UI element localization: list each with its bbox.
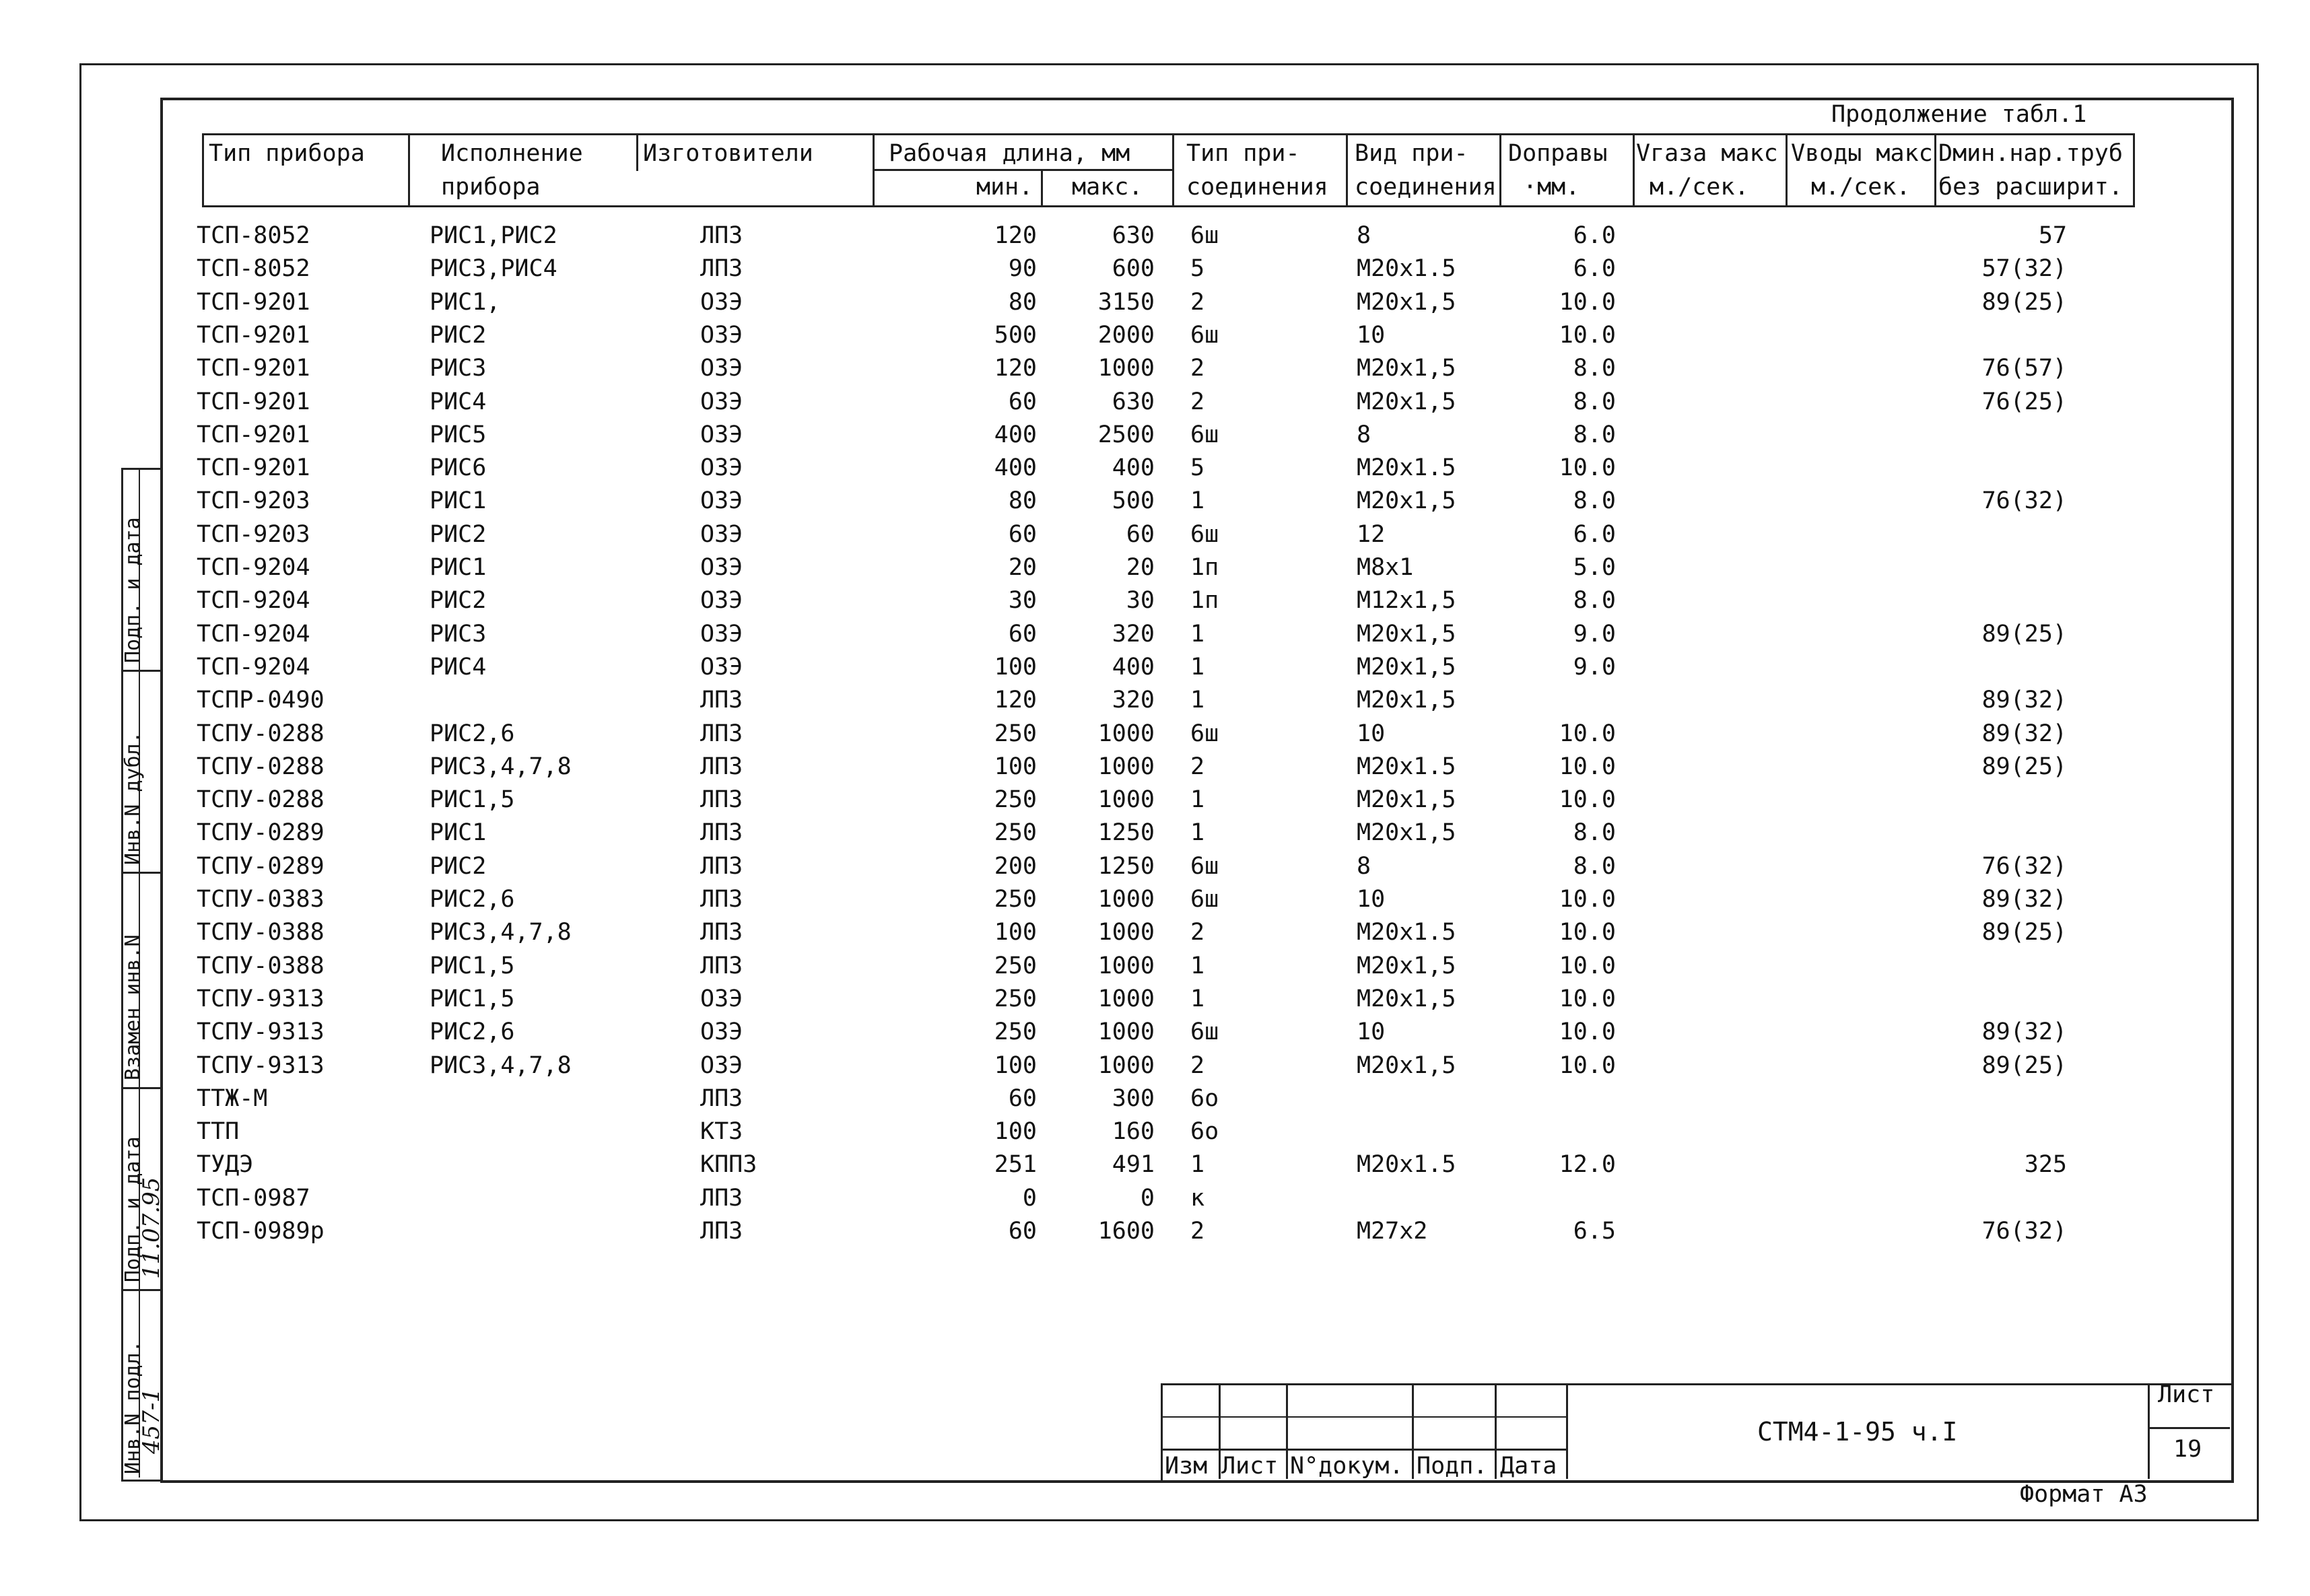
cell-len-max: 500 xyxy=(1112,487,1155,514)
cell-len-max: 1000 xyxy=(1097,1018,1155,1045)
title-data: Дата xyxy=(1500,1453,1557,1480)
cell-conn-type: 5 xyxy=(1190,255,1205,282)
cell-len-max: 630 xyxy=(1112,222,1155,249)
cell-conn-kind: 10 xyxy=(1357,1018,1386,1045)
cell-correction: 8.0 xyxy=(1573,487,1616,514)
cell-len-min: 500 xyxy=(994,322,1037,349)
cell-len-min: 251 xyxy=(994,1151,1037,1178)
cell-manufacturer: ОЗЭ xyxy=(700,554,743,581)
cell-len-min: 100 xyxy=(994,1118,1037,1145)
cell-manufacturer: ЛПЗ xyxy=(700,720,743,747)
header-conn-type-2: соединения xyxy=(1186,174,1328,201)
cell-dmin: 89(25) xyxy=(1981,919,2067,946)
cell-len-max: 320 xyxy=(1112,687,1155,714)
cell-type: ТТЖ-М xyxy=(197,1085,268,1112)
title-ndoc: N°докум. xyxy=(1290,1453,1404,1480)
cell-len-max: 30 xyxy=(1126,587,1155,614)
cell-execution: РИС3,4,7,8 xyxy=(430,753,572,780)
cell-type: ТСПУ-9313 xyxy=(197,985,325,1012)
cell-correction: 8.0 xyxy=(1573,421,1616,448)
sheet-label: Лист xyxy=(2158,1381,2215,1408)
cell-manufacturer: ЛПЗ xyxy=(700,919,743,946)
cell-correction: 10.0 xyxy=(1559,1052,1616,1079)
cell-conn-kind: M20x1,5 xyxy=(1357,355,1456,382)
cell-len-max: 1250 xyxy=(1097,853,1155,880)
cell-len-max: 1000 xyxy=(1097,1052,1155,1079)
cell-len-max: 491 xyxy=(1112,1151,1155,1178)
cell-len-min: 120 xyxy=(994,687,1037,714)
cell-conn-type: 1п xyxy=(1190,587,1219,614)
cell-execution: РИС1, xyxy=(430,289,501,316)
stamp-inv-podl: Инв.N подл. xyxy=(121,1340,145,1474)
cell-dmin: 76(32) xyxy=(1981,853,2067,880)
cell-len-min: 100 xyxy=(994,919,1037,946)
cell-len-min: 250 xyxy=(994,819,1037,846)
cell-len-max: 1250 xyxy=(1097,819,1155,846)
cell-type: ТСП-9204 xyxy=(197,554,310,581)
cell-len-min: 80 xyxy=(1008,289,1037,316)
cell-conn-kind: M20x1,5 xyxy=(1357,487,1456,514)
cell-conn-type: к xyxy=(1190,1185,1205,1212)
cell-len-min: 400 xyxy=(994,421,1037,448)
cell-conn-type: 6ш xyxy=(1190,853,1219,880)
cell-execution: РИС2,6 xyxy=(430,886,515,913)
cell-conn-kind: M20x1,5 xyxy=(1357,621,1456,648)
cell-type: ТСП-9201 xyxy=(197,388,310,415)
cell-len-min: 20 xyxy=(1008,554,1037,581)
cell-len-max: 1600 xyxy=(1097,1218,1155,1245)
cell-conn-type: 2 xyxy=(1190,1052,1205,1079)
cell-type: ТСП-9201 xyxy=(197,289,310,316)
cell-len-max: 1000 xyxy=(1097,952,1155,979)
sheet-number: 19 xyxy=(2173,1436,2202,1463)
cell-manufacturer: ОЗЭ xyxy=(700,654,743,681)
cell-len-min: 200 xyxy=(994,853,1037,880)
cell-type: ТСПУ-0288 xyxy=(197,786,325,813)
cell-manufacturer: ОЗЭ xyxy=(700,1052,743,1079)
cell-len-max: 20 xyxy=(1126,554,1155,581)
cell-type: ТСП-8052 xyxy=(197,222,310,249)
cell-manufacturer: ОЗЭ xyxy=(700,487,743,514)
cell-len-min: 250 xyxy=(994,786,1037,813)
cell-len-max: 2000 xyxy=(1097,322,1155,349)
stamp-podp-data-1: Подп. и дата xyxy=(121,517,145,663)
cell-manufacturer: ЛПЗ xyxy=(700,1085,743,1112)
cell-execution: РИС3,РИС4 xyxy=(430,255,557,282)
cell-type: ТСП-9201 xyxy=(197,355,310,382)
cell-type: ТСПР-0490 xyxy=(197,687,325,714)
cell-conn-type: 1 xyxy=(1190,1151,1205,1178)
cell-type: ТСП-9201 xyxy=(197,421,310,448)
cell-len-max: 1000 xyxy=(1097,985,1155,1012)
cell-conn-kind: M20x1,5 xyxy=(1357,1052,1456,1079)
header-vgas-1: Vгаза макс xyxy=(1636,140,1778,167)
cell-dmin: 89(25) xyxy=(1981,621,2067,648)
continuation-label: Продолжение табл.1 xyxy=(1831,101,2087,128)
cell-dmin: 89(32) xyxy=(1981,687,2067,714)
cell-len-min: 60 xyxy=(1008,1218,1037,1245)
cell-dmin: 76(32) xyxy=(1981,487,2067,514)
cell-correction: 10.0 xyxy=(1559,919,1616,946)
cell-correction: 8.0 xyxy=(1573,388,1616,415)
cell-conn-type: 1 xyxy=(1190,819,1205,846)
cell-correction: 6.0 xyxy=(1573,222,1616,249)
header-execution-2: прибора xyxy=(441,174,541,201)
cell-type: ТСПУ-0388 xyxy=(197,919,325,946)
cell-type: ТСП-9204 xyxy=(197,654,310,681)
stamp-inv-dubl: Инв.N дубл. xyxy=(121,731,145,865)
cell-conn-type: 1 xyxy=(1190,487,1205,514)
cell-type: ТУДЭ xyxy=(197,1151,254,1178)
cell-conn-type: 5 xyxy=(1190,454,1205,481)
cell-correction: 10.0 xyxy=(1559,753,1616,780)
cell-type: ТСП-9204 xyxy=(197,587,310,614)
cell-manufacturer: ОЗЭ xyxy=(700,289,743,316)
cell-len-max: 400 xyxy=(1112,654,1155,681)
cell-len-max: 1000 xyxy=(1097,886,1155,913)
header-conn-type-1: Тип при- xyxy=(1186,140,1300,167)
cell-manufacturer: ЛПЗ xyxy=(700,886,743,913)
header-dmin-2: без расширит. xyxy=(1938,174,2123,201)
cell-type: ТСПУ-9313 xyxy=(197,1052,325,1079)
cell-len-min: 30 xyxy=(1008,587,1037,614)
cell-conn-kind: M20x1,5 xyxy=(1357,388,1456,415)
cell-len-min: 60 xyxy=(1008,388,1037,415)
cell-len-min: 90 xyxy=(1008,255,1037,282)
cell-type: ТСП-0987 xyxy=(197,1185,310,1212)
cell-manufacturer: ЛПЗ xyxy=(700,222,743,249)
cell-conn-kind: 10 xyxy=(1357,720,1386,747)
cell-execution: РИС4 xyxy=(430,388,487,415)
cell-len-max: 2500 xyxy=(1097,421,1155,448)
cell-type: ТСПУ-0288 xyxy=(197,753,325,780)
cell-conn-kind: M20x1.5 xyxy=(1357,454,1456,481)
cell-conn-type: 2 xyxy=(1190,388,1205,415)
cell-conn-kind: M12x1,5 xyxy=(1357,587,1456,614)
cell-correction: 10.0 xyxy=(1559,886,1616,913)
title-podp: Подп. xyxy=(1417,1453,1488,1480)
cell-correction: 10.0 xyxy=(1559,985,1616,1012)
cell-len-min: 400 xyxy=(994,454,1037,481)
cell-dmin: 76(32) xyxy=(1981,1218,2067,1245)
cell-conn-kind: M20x1.5 xyxy=(1357,1151,1456,1178)
cell-manufacturer: ОЗЭ xyxy=(700,1018,743,1045)
cell-len-min: 120 xyxy=(994,355,1037,382)
cell-conn-type: 1 xyxy=(1190,687,1205,714)
cell-type: ТСП-9204 xyxy=(197,621,310,648)
cell-execution: РИС5 xyxy=(430,421,487,448)
cell-dmin: 89(32) xyxy=(1981,720,2067,747)
cell-conn-kind: M20x1.5 xyxy=(1357,255,1456,282)
cell-type: ТСПУ-0289 xyxy=(197,853,325,880)
cell-len-min: 60 xyxy=(1008,621,1037,648)
header-len-min: мин. xyxy=(976,174,1033,201)
cell-dmin: 89(32) xyxy=(1981,886,2067,913)
header-type: Тип прибора xyxy=(209,140,365,167)
header-dmin-1: Dмин.нар.труб xyxy=(1938,140,2123,167)
cell-len-max: 600 xyxy=(1112,255,1155,282)
cell-manufacturer: ОЗЭ xyxy=(700,454,743,481)
cell-conn-kind: 8 xyxy=(1357,853,1371,880)
header-execution-1: Исполнение xyxy=(441,140,583,167)
cell-len-min: 250 xyxy=(994,720,1037,747)
cell-len-max: 1000 xyxy=(1097,919,1155,946)
cell-correction: 12.0 xyxy=(1559,1151,1616,1178)
cell-manufacturer: ЛПЗ xyxy=(700,853,743,880)
cell-type: ТСП-8052 xyxy=(197,255,310,282)
cell-type: ТСП-9203 xyxy=(197,487,310,514)
cell-correction: 10.0 xyxy=(1559,786,1616,813)
cell-conn-type: 6ш xyxy=(1190,886,1219,913)
cell-len-max: 300 xyxy=(1112,1085,1155,1112)
cell-correction: 10.0 xyxy=(1559,952,1616,979)
cell-len-min: 60 xyxy=(1008,521,1037,548)
cell-type: ТСП-9201 xyxy=(197,322,310,349)
cell-len-max: 630 xyxy=(1112,388,1155,415)
cell-execution: РИС3,4,7,8 xyxy=(430,1052,572,1079)
cell-conn-type: 1 xyxy=(1190,621,1205,648)
cell-manufacturer: ЛПЗ xyxy=(700,819,743,846)
cell-correction: 8.0 xyxy=(1573,819,1616,846)
cell-dmin: 89(25) xyxy=(1981,1052,2067,1079)
cell-execution: РИС2 xyxy=(430,853,487,880)
cell-conn-kind: 12 xyxy=(1357,521,1386,548)
stamp-podp-data-2: Подп. и дата xyxy=(121,1136,145,1282)
cell-len-min: 250 xyxy=(994,985,1037,1012)
cell-conn-kind: M20x1,5 xyxy=(1357,654,1456,681)
cell-conn-kind: M20x1,5 xyxy=(1357,952,1456,979)
cell-correction: 8.0 xyxy=(1573,355,1616,382)
cell-execution: РИС1,5 xyxy=(430,985,515,1012)
cell-correction: 10.0 xyxy=(1559,289,1616,316)
cell-correction: 6.0 xyxy=(1573,521,1616,548)
cell-type: ТТП xyxy=(197,1118,240,1145)
cell-correction: 6.5 xyxy=(1573,1218,1616,1245)
cell-conn-type: 2 xyxy=(1190,355,1205,382)
cell-len-max: 1000 xyxy=(1097,786,1155,813)
cell-conn-type: 6ш xyxy=(1190,322,1219,349)
cell-execution: РИС1,РИС2 xyxy=(430,222,557,249)
header-conn-kind-2: соединения xyxy=(1355,174,1497,201)
cell-conn-kind: M20x1,5 xyxy=(1357,985,1456,1012)
cell-correction: 9.0 xyxy=(1573,654,1616,681)
cell-conn-kind: 8 xyxy=(1357,222,1371,249)
cell-execution: РИС6 xyxy=(430,454,487,481)
cell-execution: РИС1,5 xyxy=(430,786,515,813)
cell-len-max: 320 xyxy=(1112,621,1155,648)
header-correction-1: Dоправы xyxy=(1508,140,1608,167)
cell-conn-type: 1п xyxy=(1190,554,1219,581)
cell-type: ТСПУ-0289 xyxy=(197,819,325,846)
cell-dmin: 76(57) xyxy=(1981,355,2067,382)
cell-conn-type: 2 xyxy=(1190,289,1205,316)
document-code: СТМ4-1-95 ч.I xyxy=(1757,1417,1958,1447)
cell-len-max: 1000 xyxy=(1097,355,1155,382)
stamp-handwritten-inv: 457-1 xyxy=(138,1387,165,1454)
cell-len-min: 100 xyxy=(994,1052,1037,1079)
cell-len-min: 80 xyxy=(1008,487,1037,514)
cell-len-min: 0 xyxy=(1022,1185,1037,1212)
cell-manufacturer: ЛПЗ xyxy=(700,753,743,780)
cell-execution: РИС1,5 xyxy=(430,952,515,979)
cell-execution: РИС2 xyxy=(430,322,487,349)
cell-type: ТСП-9201 xyxy=(197,454,310,481)
cell-type: ТСП-9203 xyxy=(197,521,310,548)
cell-execution: РИС1 xyxy=(430,487,487,514)
cell-manufacturer: ОЗЭ xyxy=(700,322,743,349)
title-izm: Изм xyxy=(1165,1453,1208,1480)
cell-manufacturer: КППЗ xyxy=(700,1151,757,1178)
cell-conn-kind: M20x1.5 xyxy=(1357,919,1456,946)
cell-conn-kind: M20x1,5 xyxy=(1357,786,1456,813)
cell-conn-type: 1 xyxy=(1190,985,1205,1012)
cell-conn-type: 1 xyxy=(1190,952,1205,979)
cell-conn-type: 6ш xyxy=(1190,421,1219,448)
header-manufacturers: Изготовители xyxy=(643,140,813,167)
cell-conn-type: 2 xyxy=(1190,1218,1205,1245)
title-list: Лист xyxy=(1221,1453,1279,1480)
header-working-length: Рабочая длина, мм xyxy=(889,140,1130,167)
cell-len-max: 1000 xyxy=(1097,753,1155,780)
cell-dmin: 325 xyxy=(2024,1151,2067,1178)
cell-manufacturer: ОЗЭ xyxy=(700,621,743,648)
cell-correction: 10.0 xyxy=(1559,454,1616,481)
cell-execution: РИС1 xyxy=(430,819,487,846)
cell-execution: РИС2 xyxy=(430,521,487,548)
cell-conn-type: 6о xyxy=(1190,1085,1219,1112)
cell-conn-kind: M20x1,5 xyxy=(1357,289,1456,316)
cell-dmin: 57(32) xyxy=(1981,255,2067,282)
cell-manufacturer: ОЗЭ xyxy=(700,421,743,448)
cell-dmin: 89(25) xyxy=(1981,753,2067,780)
cell-conn-type: 6ш xyxy=(1190,521,1219,548)
cell-conn-kind: M8x1 xyxy=(1357,554,1414,581)
cell-len-min: 100 xyxy=(994,753,1037,780)
cell-dmin: 89(25) xyxy=(1981,289,2067,316)
cell-correction: 10.0 xyxy=(1559,1018,1616,1045)
cell-type: ТСПУ-9313 xyxy=(197,1018,325,1045)
cell-execution: РИС1 xyxy=(430,554,487,581)
header-conn-kind-1: Вид при- xyxy=(1355,140,1468,167)
cell-manufacturer: ОЗЭ xyxy=(700,388,743,415)
cell-correction: 8.0 xyxy=(1573,853,1616,880)
cell-len-min: 60 xyxy=(1008,1085,1037,1112)
header-correction-2: ·мм. xyxy=(1523,174,1580,201)
cell-correction: 8.0 xyxy=(1573,587,1616,614)
stamp-handwritten-date: 11.07.95 xyxy=(138,1177,165,1279)
cell-conn-type: 2 xyxy=(1190,919,1205,946)
cell-manufacturer: ЛПЗ xyxy=(700,1185,743,1212)
cell-conn-kind: 10 xyxy=(1357,322,1386,349)
cell-manufacturer: ЛПЗ xyxy=(700,1218,743,1245)
cell-execution: РИС2 xyxy=(430,587,487,614)
cell-len-max: 0 xyxy=(1140,1185,1155,1212)
cell-correction: 9.0 xyxy=(1573,621,1616,648)
format-label: Формат А3 xyxy=(2020,1481,2148,1508)
cell-conn-type: 6ш xyxy=(1190,720,1219,747)
cell-conn-kind: M20x1.5 xyxy=(1357,753,1456,780)
cell-manufacturer: ОЗЭ xyxy=(700,521,743,548)
cell-execution: РИС2,6 xyxy=(430,1018,515,1045)
cell-conn-kind: M20x1,5 xyxy=(1357,819,1456,846)
cell-execution: РИС3 xyxy=(430,355,487,382)
cell-manufacturer: ЛПЗ xyxy=(700,255,743,282)
cell-conn-type: 6о xyxy=(1190,1118,1219,1145)
cell-conn-type: 1 xyxy=(1190,786,1205,813)
cell-execution: РИС2,6 xyxy=(430,720,515,747)
cell-conn-type: 6ш xyxy=(1190,222,1219,249)
header-len-max: макс. xyxy=(1072,174,1143,201)
cell-correction: 5.0 xyxy=(1573,554,1616,581)
cell-execution: РИС4 xyxy=(430,654,487,681)
cell-correction: 10.0 xyxy=(1559,720,1616,747)
cell-len-max: 400 xyxy=(1112,454,1155,481)
cell-conn-type: 2 xyxy=(1190,753,1205,780)
cell-type: ТСПУ-0383 xyxy=(197,886,325,913)
cell-manufacturer: КТЗ xyxy=(700,1118,743,1145)
header-vgas-2: м./сек. xyxy=(1650,174,1749,201)
cell-len-max: 1000 xyxy=(1097,720,1155,747)
cell-type: ТСПУ-0288 xyxy=(197,720,325,747)
cell-conn-kind: 10 xyxy=(1357,886,1386,913)
cell-type: ТСПУ-0388 xyxy=(197,952,325,979)
cell-manufacturer: ЛПЗ xyxy=(700,786,743,813)
cell-len-max: 160 xyxy=(1112,1118,1155,1145)
header-vwater-1: Vводы макс xyxy=(1791,140,1933,167)
stamp-vzam-inv: Взамен инв.N xyxy=(121,934,145,1080)
cell-dmin: 76(25) xyxy=(1981,388,2067,415)
cell-correction: 6.0 xyxy=(1573,255,1616,282)
cell-execution: РИС3,4,7,8 xyxy=(430,919,572,946)
cell-correction: 10.0 xyxy=(1559,322,1616,349)
cell-len-min: 100 xyxy=(994,654,1037,681)
cell-manufacturer: ОЗЭ xyxy=(700,355,743,382)
cell-dmin: 57 xyxy=(2038,222,2067,249)
cell-conn-type: 1 xyxy=(1190,654,1205,681)
cell-len-min: 250 xyxy=(994,952,1037,979)
cell-manufacturer: ОЗЭ xyxy=(700,587,743,614)
cell-len-min: 250 xyxy=(994,1018,1037,1045)
cell-conn-type: 6ш xyxy=(1190,1018,1219,1045)
cell-conn-kind: M27x2 xyxy=(1357,1218,1428,1245)
cell-len-min: 250 xyxy=(994,886,1037,913)
cell-len-max: 60 xyxy=(1126,521,1155,548)
cell-dmin: 89(32) xyxy=(1981,1018,2067,1045)
cell-type: ТСП-0989р xyxy=(197,1218,325,1245)
cell-conn-kind: M20x1,5 xyxy=(1357,687,1456,714)
cell-len-min: 120 xyxy=(994,222,1037,249)
cell-conn-kind: 8 xyxy=(1357,421,1371,448)
cell-manufacturer: ЛПЗ xyxy=(700,687,743,714)
cell-manufacturer: ОЗЭ xyxy=(700,985,743,1012)
cell-manufacturer: ЛПЗ xyxy=(700,952,743,979)
cell-len-max: 3150 xyxy=(1097,289,1155,316)
header-vwater-2: м./сек. xyxy=(1811,174,1911,201)
cell-execution: РИС3 xyxy=(430,621,487,648)
